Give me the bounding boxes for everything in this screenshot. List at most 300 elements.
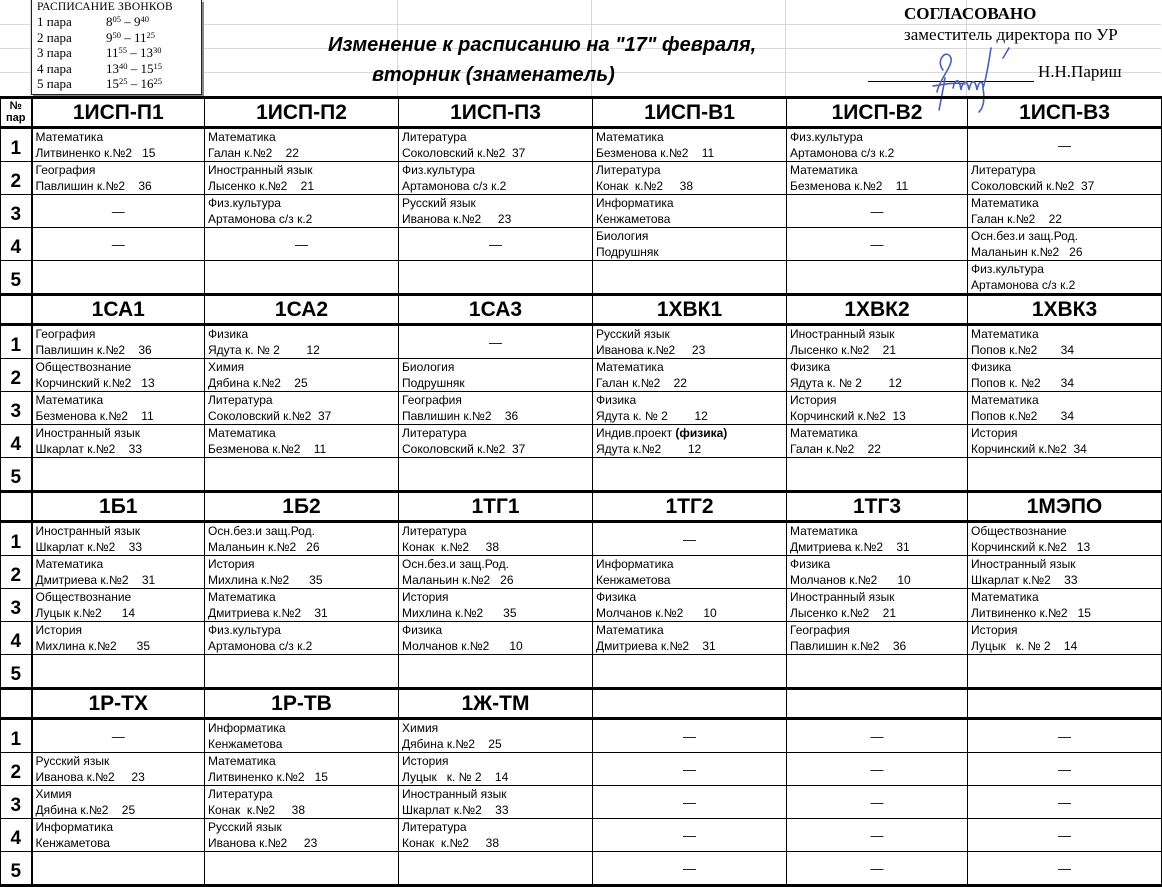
lesson-teacher-room: Артамонова с/з к.2 (208, 212, 313, 226)
bell-schedule (31, 0, 202, 95)
lesson-cell (968, 589, 1162, 622)
end-minute: 40 (140, 14, 149, 24)
group-name: 1СА3 (399, 295, 593, 325)
lesson-subject (971, 523, 1161, 539)
subject-text: Математика (790, 426, 858, 440)
end-hour: 9 (134, 14, 141, 29)
subject-text: Иностранный язык (790, 327, 895, 341)
empty-lesson-dash: — (968, 786, 1162, 819)
empty-cell (205, 261, 399, 295)
group-name: 1Ж-ТМ (399, 689, 593, 719)
group-name: 1МЭПО (968, 492, 1162, 522)
empty-lesson-dash: — (32, 228, 205, 261)
lesson-teacher-room: Павлишин к.№2 36 (402, 409, 519, 423)
subject-text: Математика (596, 623, 664, 637)
lesson-subject (36, 359, 205, 375)
period-number-header: № пар (1, 98, 32, 128)
lesson-subject (208, 162, 398, 178)
group-header-row (1, 492, 1162, 522)
lesson-teacher-room: Лысенко к.№2 21 (208, 179, 315, 193)
subject-text: Физ.культура (208, 623, 281, 637)
subject-text: География (35, 163, 96, 177)
lesson-subject (596, 392, 786, 408)
start-minute: 05 (112, 14, 121, 24)
subject-text: Физика (790, 360, 831, 374)
lesson-teacher-room: Иванова к.№2 23 (208, 836, 318, 850)
empty-cell (787, 261, 968, 295)
lesson-cell (399, 753, 593, 786)
subject-text: Математика (596, 130, 664, 144)
lesson-cell (968, 392, 1162, 425)
group-name: 1Б2 (205, 492, 399, 522)
table-row (1, 819, 1162, 852)
empty-cell (593, 655, 787, 689)
lesson-subject (36, 392, 205, 408)
bell-period-label: 5 пара (37, 76, 72, 91)
subject-text: Математика (596, 360, 664, 374)
subject-text: Литература (596, 163, 661, 177)
lesson-teacher-room: Попов к.№2 34 (971, 409, 1074, 423)
end-minute: 15 (153, 60, 162, 71)
lesson-teacher-room: Корчинский к.№2 13 (971, 540, 1091, 554)
lesson-cell (205, 162, 399, 195)
lesson-cell (32, 786, 205, 819)
lesson-cell (399, 162, 593, 195)
lesson-teacher-room: Безменова к.№2 11 (35, 409, 154, 423)
lesson-subject (596, 556, 786, 572)
lesson-cell (593, 228, 787, 261)
subject-text: Русский язык (208, 820, 282, 834)
lesson-subject (971, 261, 1161, 277)
subject-text: Физ.культура (971, 262, 1044, 276)
lesson-teacher-room: Попов к.№2 34 (971, 343, 1074, 357)
page-title (300, 30, 780, 90)
subject-text: Литература (402, 524, 467, 538)
period-number-header (1, 689, 32, 719)
lesson-subject (208, 326, 398, 342)
lesson-subject (790, 523, 967, 539)
group-name: 1ТГ2 (593, 492, 787, 522)
subject-text: Математика (790, 163, 858, 177)
lesson-teacher-room: Подрушняк (596, 245, 659, 259)
subject-text: Математика (208, 754, 276, 768)
lesson-teacher-room: Ядута к.№2 12 (596, 442, 702, 456)
lesson-cell (32, 162, 205, 195)
group-header-row (1, 98, 1162, 128)
lesson-subject (36, 425, 205, 441)
lesson-subject (36, 786, 205, 802)
subject-text: Иностранный язык (208, 163, 313, 177)
lesson-cell (593, 556, 787, 589)
lesson-subject (208, 359, 398, 375)
subject-text: Индив.проект (596, 426, 676, 440)
subject-text: Математика (971, 196, 1039, 210)
group-name: 1ХВК1 (593, 295, 787, 325)
subject-text: Информатика (35, 820, 114, 834)
group-name (968, 689, 1162, 719)
lesson-cell (787, 556, 968, 589)
period-number: 1 (1, 325, 32, 359)
lesson-cell (593, 425, 787, 458)
lesson-cell (32, 425, 205, 458)
empty-lesson-dash: — (787, 852, 968, 886)
lesson-cell (593, 589, 787, 622)
lesson-teacher-room: Литвиненко к.№2 15 (208, 770, 328, 784)
lesson-cell (787, 425, 968, 458)
lesson-cell (968, 522, 1162, 556)
lesson-subject (402, 753, 592, 769)
lesson-teacher-room: Лысенко к.№2 21 (790, 343, 897, 357)
lesson-cell (205, 425, 399, 458)
subject-text: Иностранный язык (35, 524, 141, 538)
subject-text: Физика (596, 590, 637, 604)
period-number: 5 (1, 458, 32, 492)
lesson-subject (790, 392, 967, 408)
table-row (1, 655, 1162, 689)
bell-row (37, 30, 201, 46)
lesson-subject (971, 425, 1161, 441)
table-row (1, 162, 1162, 195)
subject-text: История (35, 623, 83, 637)
subject-text: Иностранный язык (971, 557, 1076, 571)
table-row (1, 325, 1162, 359)
empty-lesson-dash: — (968, 753, 1162, 786)
lesson-cell (593, 325, 787, 359)
lesson-subject (402, 425, 592, 441)
lesson-subject (36, 162, 205, 178)
subject-text: Физ.культура (790, 130, 863, 144)
end-minute: 25 (146, 29, 156, 40)
lesson-teacher-room: Корчинский к.№2 13 (790, 409, 906, 423)
subject-text: Физика (208, 327, 249, 341)
lesson-subject (402, 392, 592, 408)
lesson-subject (36, 753, 205, 769)
empty-lesson-dash: — (968, 852, 1162, 886)
bell-row (37, 45, 201, 61)
group-name: 1ИСП-В2 (787, 98, 968, 128)
lesson-teacher-room: Галан к.№2 22 (208, 146, 299, 160)
bell-time-range (106, 30, 155, 46)
subject-text: Обществознание (35, 360, 132, 374)
subject-text: Обществознание (35, 590, 132, 604)
lesson-teacher-room: Михлина к.№2 35 (35, 639, 151, 653)
lesson-subject (208, 392, 398, 408)
lesson-cell (968, 556, 1162, 589)
lesson-subject (971, 162, 1161, 178)
lesson-subject (596, 129, 786, 145)
lesson-subject (402, 556, 592, 572)
lesson-teacher-room: Луцык к.№2 14 (35, 606, 136, 620)
lesson-cell (32, 753, 205, 786)
lesson-subject (596, 622, 786, 638)
empty-cell (593, 261, 787, 295)
lesson-subject (971, 326, 1161, 342)
lesson-cell (205, 195, 399, 228)
lesson-cell (205, 325, 399, 359)
start-minute: 55 (118, 45, 128, 55)
table-row (1, 589, 1162, 622)
empty-lesson-dash: — (399, 228, 593, 261)
subject-text: Физика (790, 557, 831, 571)
group-name: 1ИСП-В3 (968, 98, 1162, 128)
lesson-teacher-room: Лысенко к.№2 21 (790, 606, 897, 620)
period-number: 2 (1, 753, 32, 786)
lesson-subject (402, 359, 592, 375)
table-row (1, 852, 1162, 886)
lesson-teacher-room: Дмитриева к.№2 31 (208, 606, 328, 620)
subject-text: Физика (596, 393, 637, 407)
lesson-subject (208, 786, 398, 802)
lesson-subject (790, 425, 967, 441)
lesson-cell (32, 325, 205, 359)
period-number: 1 (1, 719, 32, 753)
subject-text: Иностранный язык (35, 426, 141, 440)
period-number: 4 (1, 622, 32, 655)
period-number: 1 (1, 522, 32, 556)
empty-cell (32, 261, 205, 295)
lesson-teacher-room: Шкарлат к.№2 33 (35, 442, 143, 456)
subject-text: Осн.без.и защ.Род. (402, 557, 509, 571)
bell-time-range (106, 45, 162, 61)
title-line-2: вторник (знаменатель) (372, 64, 615, 86)
subject-text: Химия (35, 787, 72, 801)
table-row (1, 458, 1162, 492)
bell-time-range (106, 14, 149, 30)
lesson-teacher-room: Ядута к. № 2 12 (596, 409, 708, 423)
subject-text: Математика (35, 393, 104, 407)
empty-lesson-dash: — (593, 852, 787, 886)
lesson-cell (205, 589, 399, 622)
lesson-cell (593, 162, 787, 195)
lesson-cell (205, 719, 399, 753)
range-separator: – (127, 76, 141, 91)
lesson-cell (787, 522, 968, 556)
empty-cell (968, 458, 1162, 492)
empty-cell (32, 655, 205, 689)
title-line-1: Изменение к расписанию на "17" февраля, (328, 34, 757, 56)
lesson-teacher-room: Безменова к.№2 11 (790, 179, 909, 193)
subject-text: История (402, 590, 449, 604)
lesson-subject (208, 425, 398, 441)
subject-text: Химия (402, 721, 439, 735)
range-separator: – (121, 14, 134, 29)
table-row (1, 622, 1162, 655)
empty-lesson-dash: — (399, 325, 593, 359)
group-name: 1ИСП-П3 (399, 98, 593, 128)
lesson-cell (787, 589, 968, 622)
lesson-subject (790, 359, 967, 375)
lesson-teacher-room: Галан к.№2 22 (790, 442, 881, 456)
lesson-cell (399, 392, 593, 425)
group-name: 1ИСП-В1 (593, 98, 787, 128)
group-name: 1ИСП-П1 (32, 98, 205, 128)
subject-text: Иностранный язык (790, 590, 895, 604)
subject-text: Осн.без.и защ.Род. (971, 229, 1078, 243)
empty-lesson-dash: — (32, 195, 205, 228)
lesson-cell (205, 622, 399, 655)
lesson-subject (402, 523, 592, 539)
subject-text: Русский язык (596, 327, 670, 341)
lesson-teacher-room: Кенжаметова (208, 737, 283, 751)
lesson-teacher-room: Конак к.№2 38 (402, 836, 500, 850)
group-name: 1СА1 (32, 295, 205, 325)
lesson-teacher-room: Соколовский к.№2 37 (402, 442, 526, 456)
lesson-subject (36, 556, 205, 572)
period-number: 4 (1, 819, 32, 852)
table-row (1, 425, 1162, 458)
lesson-cell (593, 359, 787, 392)
lesson-teacher-room: Артамонова с/з к.2 (402, 179, 507, 193)
period-number: 2 (1, 162, 32, 195)
lesson-subject (790, 589, 967, 605)
lesson-teacher-room: Дябина к.№2 25 (208, 376, 308, 390)
lesson-cell (787, 622, 968, 655)
lesson-teacher-room: Безменова к.№2 11 (208, 442, 327, 456)
lesson-cell (32, 589, 205, 622)
lesson-cell (205, 392, 399, 425)
end-hour: 11 (134, 29, 147, 45)
period-number-header (1, 295, 32, 325)
lesson-teacher-room: Ядута к. № 2 12 (208, 343, 320, 357)
lesson-teacher-room: Маланьин к.№2 26 (402, 573, 514, 587)
lesson-cell (399, 819, 593, 852)
lesson-teacher-room: Михлина к.№2 35 (402, 606, 517, 620)
lesson-cell (968, 261, 1162, 295)
lesson-teacher-room: Соколовский к.№2 37 (971, 179, 1095, 193)
start-hour: 15 (106, 76, 119, 91)
empty-cell (399, 458, 593, 492)
lesson-teacher-room: Молчанов к.№2 10 (790, 573, 911, 587)
lesson-cell (787, 162, 968, 195)
empty-lesson-dash: — (593, 719, 787, 753)
empty-lesson-dash: — (32, 719, 205, 753)
lesson-teacher-room: Дябина к.№2 25 (402, 737, 502, 751)
lesson-subject (596, 589, 786, 605)
subject-text: Биология (402, 360, 455, 374)
lesson-teacher-room: Безменова к.№2 11 (596, 146, 715, 160)
lesson-teacher-room: Павлишин к.№2 36 (790, 639, 907, 653)
lesson-teacher-room: Павлишин к.№2 36 (35, 343, 152, 357)
bell-time-range (106, 76, 162, 92)
lesson-subject (596, 228, 786, 244)
subject-text: История (790, 393, 837, 407)
bell-row (37, 14, 201, 30)
period-number: 4 (1, 425, 32, 458)
lesson-cell (399, 128, 593, 162)
lesson-cell (32, 359, 205, 392)
lesson-subject (596, 162, 786, 178)
lesson-subject (971, 195, 1161, 211)
lesson-cell (32, 819, 205, 852)
subject-text: Химия (208, 360, 245, 374)
period-number: 3 (1, 786, 32, 819)
lesson-cell (787, 325, 968, 359)
period-number: 1 (1, 128, 32, 162)
lesson-cell (968, 162, 1162, 195)
lesson-teacher-room: Шкарлат к.№2 33 (35, 540, 143, 554)
table-row (1, 753, 1162, 786)
lesson-cell (399, 719, 593, 753)
subject-text: Литература (208, 787, 273, 801)
table-row (1, 392, 1162, 425)
lesson-subject (208, 523, 398, 539)
lesson-teacher-room: Конак к.№2 38 (402, 540, 500, 554)
bell-period-label: 1 пара (37, 14, 72, 29)
end-minute: 30 (153, 45, 162, 55)
lesson-cell (593, 392, 787, 425)
lesson-teacher-room: Маланьин к.№2 26 (971, 245, 1083, 259)
lesson-cell (399, 195, 593, 228)
lesson-subject (790, 622, 967, 638)
lesson-subject (402, 622, 592, 638)
lesson-teacher-room: Иванова к.№2 23 (35, 770, 145, 784)
lesson-subject (208, 753, 398, 769)
lesson-teacher-room: Дмитриева к.№2 31 (596, 639, 716, 653)
lesson-cell (32, 522, 205, 556)
lesson-teacher-room: Иванова к.№2 23 (596, 343, 706, 357)
group-name: 1Р-ТХ (32, 689, 205, 719)
lesson-subject (208, 556, 398, 572)
period-number: 3 (1, 195, 32, 228)
subject-text: Математика (35, 130, 104, 144)
lesson-cell (968, 622, 1162, 655)
table-row (1, 719, 1162, 753)
start-minute: 40 (119, 60, 128, 71)
lesson-teacher-room: Иванова к.№2 23 (402, 212, 512, 226)
lesson-cell (787, 359, 968, 392)
end-hour: 13 (140, 45, 154, 60)
empty-cell (205, 655, 399, 689)
bell-row (37, 61, 201, 77)
empty-cell (787, 655, 968, 689)
group-name (787, 689, 968, 719)
group-name: 1Б1 (32, 492, 205, 522)
subject-text: Математика (971, 590, 1039, 604)
end-hour: 16 (140, 76, 154, 91)
lesson-teacher-room: Шкарлат к.№2 33 (971, 573, 1078, 587)
bell-period-label: 2 пара (37, 29, 72, 45)
subject-text: Физ.культура (208, 196, 281, 210)
subject-text: Литература (402, 130, 467, 144)
empty-lesson-dash: — (205, 228, 399, 261)
lesson-teacher-room: Корчинский к.№2 34 (971, 442, 1087, 456)
start-hour: 9 (106, 29, 113, 45)
lesson-teacher-room: Конак к.№2 38 (208, 803, 306, 817)
lesson-cell (399, 425, 593, 458)
table-row (1, 522, 1162, 556)
bell-row (37, 76, 201, 92)
lesson-teacher-room: Соколовский к.№2 37 (208, 409, 332, 423)
lesson-subject (402, 720, 592, 736)
lesson-teacher-room: Молчанов к.№2 10 (402, 639, 523, 653)
lesson-subject (402, 162, 592, 178)
lesson-cell (205, 753, 399, 786)
lesson-subject (402, 819, 592, 835)
group-name: 1ХВК3 (968, 295, 1162, 325)
start-hour: 11 (106, 45, 119, 60)
subject-text: Литература (402, 426, 467, 440)
lesson-subject (36, 819, 205, 835)
table-row (1, 195, 1162, 228)
subject-text: География (790, 623, 850, 637)
empty-lesson-dash: — (787, 753, 968, 786)
lesson-cell (399, 622, 593, 655)
empty-lesson-dash: — (968, 719, 1162, 753)
period-number: 5 (1, 655, 32, 689)
lesson-subject (596, 425, 786, 441)
lesson-teacher-room: Литвиненко к.№2 15 (971, 606, 1091, 620)
group-name: 1Р-ТВ (205, 689, 399, 719)
